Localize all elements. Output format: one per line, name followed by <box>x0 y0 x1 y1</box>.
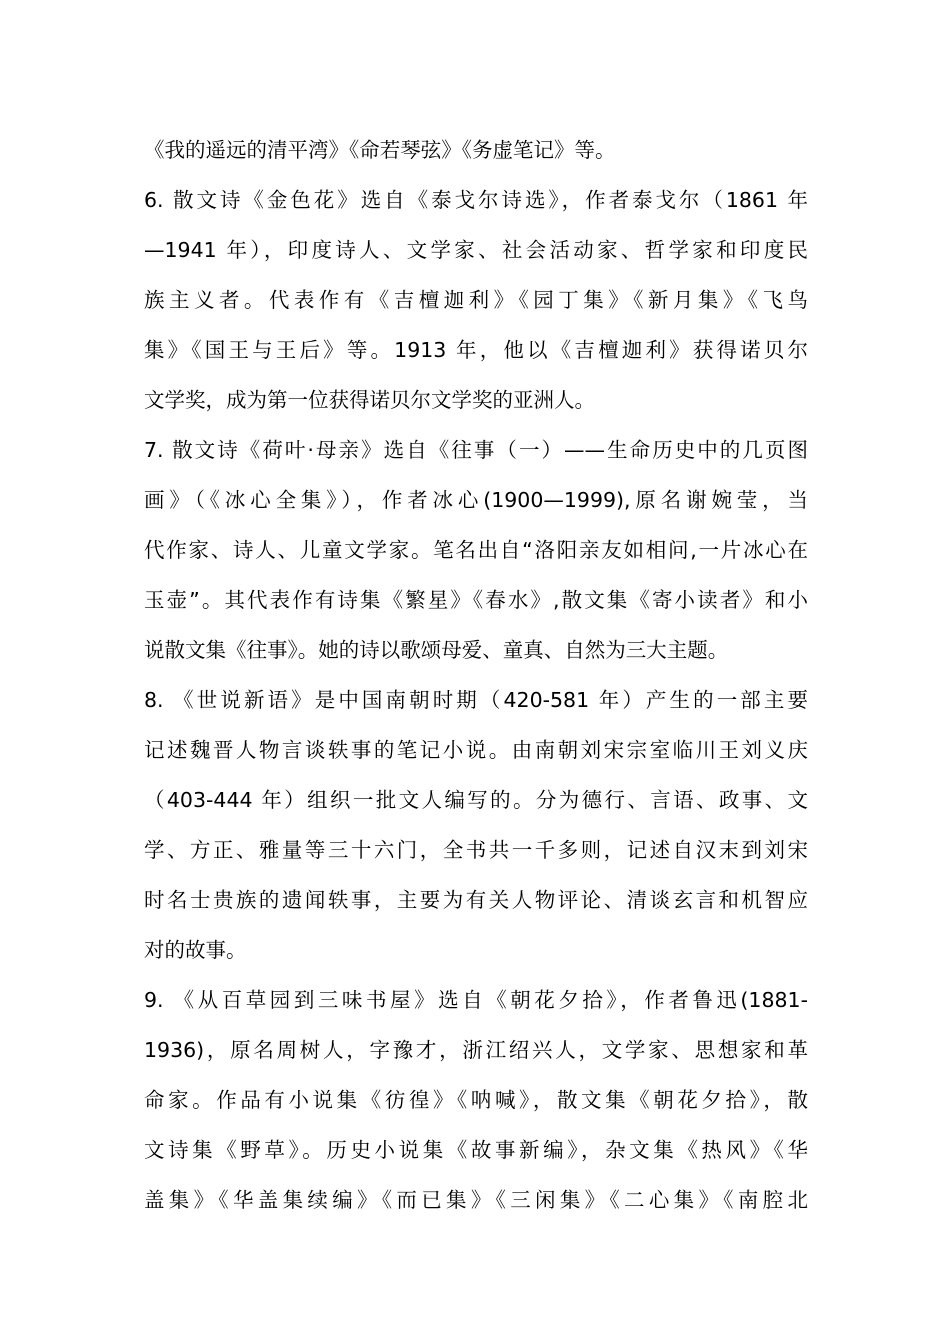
text-line: （403-444 年）组织一批文人编写的。分为德行、言语、政事、文 <box>144 788 808 812</box>
text-line: 说散文集《往事》。她的诗以歌颂母爱、童真、自然为三大主题。 <box>144 638 729 662</box>
text-line: 文诗集《野草》。历史小说集《故事新编》，杂文集《热风》《华 <box>144 1138 808 1162</box>
text-line: 文学奖，成为第一位获得诺贝尔文学奖的亚洲人。 <box>144 388 595 412</box>
text-line: 族主义者。代表作有《吉檀迦利》《园丁集》《新月集》《飞鸟 <box>144 288 808 312</box>
text-line: 记述魏晋人物言谈轶事的笔记小说。由南朝刘宋宗室临川王刘义庆 <box>144 738 808 762</box>
text-line: 7. 散文诗《荷叶·母亲》选自《往事（一）——生命历史中的几页图 <box>144 438 808 462</box>
text-line: 1936)，原名周树人，字豫才，浙江绍兴人，文学家、思想家和革 <box>144 1038 808 1062</box>
text-line: —1941 年），印度诗人、文学家、社会活动家、哲学家和印度民 <box>144 238 808 262</box>
text-line: 学、方正、雅量等三十六门，全书共一千多则，记述自汉末到刘宋 <box>144 838 808 862</box>
text-line: 6. 散文诗《金色花》选自《泰戈尔诗选》，作者泰戈尔（1861 年 <box>144 188 808 212</box>
text-line: 盖集》《华盖集续编》《而已集》《三闲集》《二心集》《南腔北 <box>144 1188 808 1212</box>
text-line: 《我的遥远的清平湾》《命若琴弦》《务虚笔记》等。 <box>144 138 616 162</box>
text-line: 时名士贵族的遗闻轶事，主要为有关人物评论、清谈玄言和机智应 <box>144 888 808 912</box>
text-line: 画》（《冰心全集》），作者冰心(1900—1999),原名谢婉莹，当 <box>144 488 808 512</box>
text-line: 9. 《从百草园到三味书屋》选自《朝花夕拾》，作者鲁迅(1881- <box>144 988 808 1012</box>
text-line: 对的故事。 <box>144 938 247 962</box>
text-line: 8. 《世说新语》是中国南朝时期（420-581 年）产生的一部主要 <box>144 688 808 712</box>
text-line: 玉壶”。其代表作有诗集《繁星》《春水》,散文集《寄小读者》和小 <box>144 588 808 612</box>
text-line: 集》《国王与王后》等。1913 年，他以《吉檀迦利》获得诺贝尔 <box>144 338 808 362</box>
text-line: 命家。作品有小说集《彷徨》《呐喊》，散文集《朝花夕拾》，散 <box>144 1088 808 1112</box>
text-line: 代作家、诗人、儿童文学家。笔名出自“洛阳亲友如相问,一片冰心在 <box>144 538 808 562</box>
